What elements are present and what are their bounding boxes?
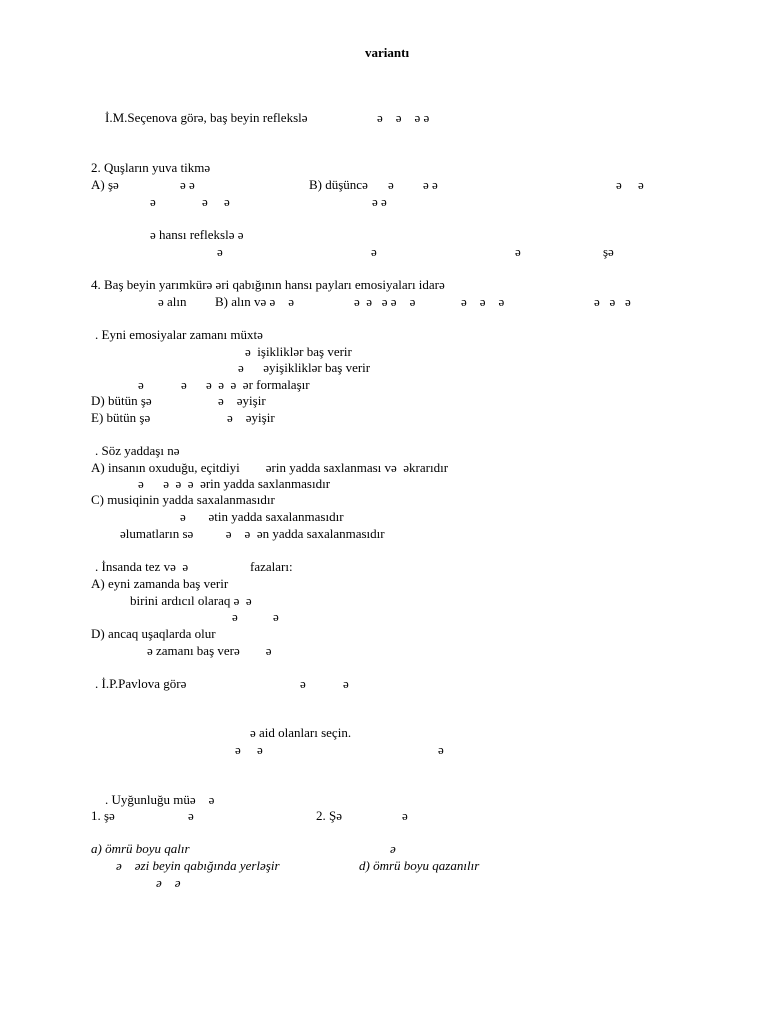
text-fragment: ə ə [180, 177, 195, 192]
option-e: E) bütün şə [91, 410, 151, 425]
question-3: ə hansı reflekslə ə [150, 227, 244, 242]
text-fragment: ə [438, 742, 444, 757]
option-line: ə zamanı baş verə ə [147, 643, 272, 658]
answer-c: ə əzi beyin qabığında yerləşir [116, 858, 280, 873]
question-9: ə aid olanları seçin. [250, 725, 352, 740]
text-fragment: ə ə ə ə [377, 110, 430, 125]
text-fragment: ə ə [156, 875, 181, 890]
text-fragment: ə ə [202, 194, 230, 209]
text-fragment: ə ə [616, 177, 644, 192]
question-4: 4. Baş beyin yarımkürə əri qabığının hansı payları emosiyaları idarə [91, 277, 445, 292]
text-fragment: ə ə ə ə ə [354, 294, 416, 309]
text-fragment: ə ə [423, 177, 438, 192]
text-fragment: ə ə ə [461, 294, 505, 309]
text-fragment: ə əyişir [227, 410, 275, 425]
option-line: ə ətin yadda saxalanmasıdır [180, 509, 344, 524]
text-fragment: ə [343, 676, 349, 691]
answer-a: a) ömrü boyu qalır [91, 841, 190, 856]
text-fragment: ə ə ə [594, 294, 631, 309]
option-line: ə ə ə ər formalaşır [206, 377, 310, 392]
option-line: ə əyişikliklər baş verir [238, 360, 371, 375]
text-fragment: ə [232, 609, 238, 624]
text-fragment: ə ə [235, 742, 263, 757]
question-6: . Söz yaddaşı nə [95, 443, 180, 458]
text-fragment: ə ə [372, 194, 387, 209]
text-fragment: ə [150, 194, 156, 209]
option-line: əlumatların sə ə ə ən yadda saxalanmasıdır [120, 526, 385, 541]
text-fragment: ə [181, 377, 187, 392]
text-fragment: ə [188, 808, 194, 823]
option-line: birini ardıcıl olaraq ə ə [130, 593, 252, 608]
option-a: ə alın [158, 294, 187, 309]
text-fragment: ə [402, 808, 408, 823]
text-fragment: ə [388, 177, 394, 192]
text-fragment: ə [300, 676, 306, 691]
question-7: . İnsanda tez və ə [95, 559, 189, 574]
question-5: . Eyni emosiyalar zamanı müxtə [95, 327, 263, 342]
text-fragment: şə [603, 244, 614, 259]
page-title: variantı [365, 45, 410, 60]
text-fragment: ə [515, 244, 521, 259]
text-fragment: ə əyişir [218, 393, 266, 408]
option-b: B) alın və ə ə [215, 294, 295, 309]
text-fragment: ə [371, 244, 377, 259]
question-2: 2. Quşların yuva tikmə [91, 160, 211, 175]
option-d: D) ancaq uşaqlarda olur [91, 626, 216, 641]
option-line: ə ə ə ə ərin yadda saxlanmasıdır [138, 476, 331, 491]
question-1: İ.M.Seçenova görə, baş beyin reflekslə [105, 110, 308, 125]
option-d: D) bütün şə [91, 393, 152, 408]
option-c: C) musiqinin yadda saxalanmasıdır [91, 492, 275, 507]
question-8: . İ.P.Pavlova görə [95, 676, 187, 691]
text-fragment: ə [217, 244, 223, 259]
option-a: A) insanın oxuduğu, eçitdiyi ərin yadda saxlanması və əkrarıdır [91, 460, 449, 475]
option-b: B) düşüncə [309, 177, 368, 192]
option-a: A) eyni zamanda baş verir [91, 576, 229, 591]
column-1: 1. şə [91, 808, 115, 823]
option-a: A) şə [91, 177, 119, 192]
text-fragment: ə [138, 377, 144, 392]
text-fragment: ə [273, 609, 279, 624]
column-2: 2. Şə [316, 808, 342, 823]
answer-d: d) ömrü boyu qazanılır [359, 858, 480, 873]
option-line: ə işikliklər baş verir [245, 344, 352, 359]
text-fragment: ə [390, 841, 396, 856]
question-10: . Uyğunluğu müə ə [105, 792, 215, 807]
text-fragment: fazaları: [250, 559, 293, 574]
